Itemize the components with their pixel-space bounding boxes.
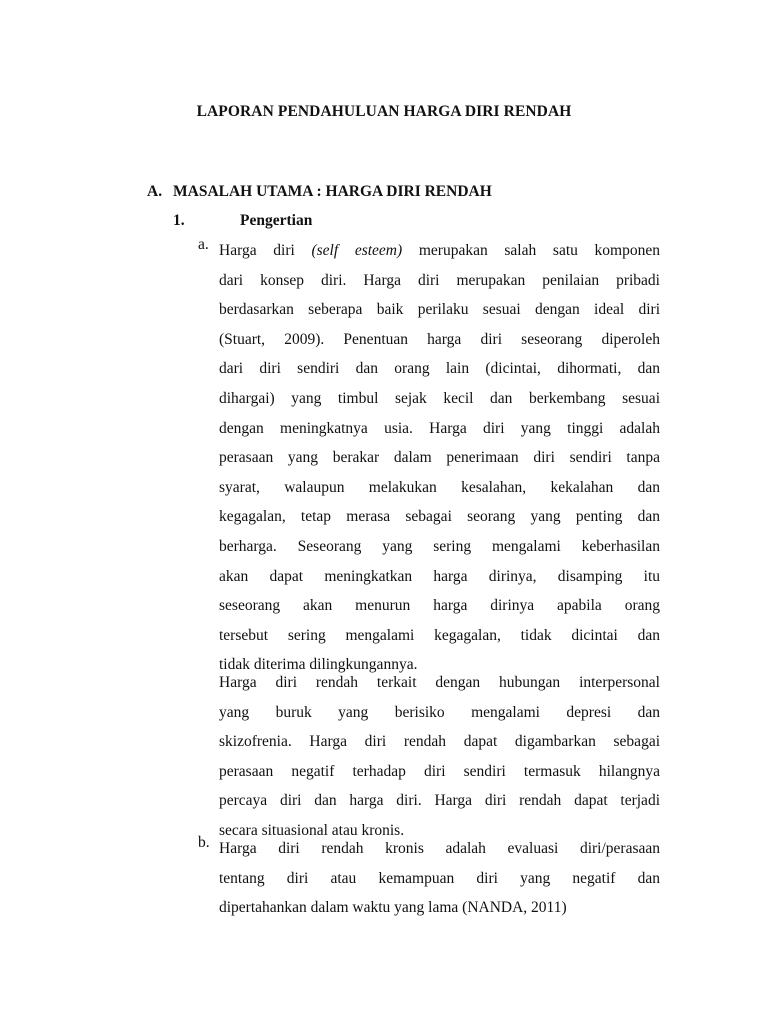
item-a-line: dihargai) yang timbul sejak kecil dan berkembang sesuai: [219, 389, 660, 407]
item-a-cont-line: perasaan negatif terhadap diri sendiri termasuk hilangnya: [219, 762, 660, 780]
item-a-paragraph: [219, 236, 660, 680]
item-a-line: seseorang akan menurun harga dirinya apabila orang: [219, 597, 660, 615]
item-b-marker: b.: [198, 834, 210, 851]
item-a-cont-line: secara situasional atau kronis.: [219, 821, 405, 839]
item-a-line: dari konsep diri. Harga diri merupakan penilaian pribadi: [219, 271, 660, 289]
item-b-line: tentang diri atau kemampuan diri yang negatif dan: [219, 869, 660, 887]
item-a-line: syarat, walaupun melakukan kesalahan, kekalahan dan: [219, 478, 660, 496]
section-title: MASALAH UTAMA : HARGA DIRI RENDAH: [173, 183, 492, 200]
item-a-cont-line: skizofrenia. Harga diri rendah dapat digambarkan sebagai: [219, 733, 660, 751]
item-a-line: berdasarkan seberapa baik perilaku sesuai dengan ideal diri: [219, 301, 660, 319]
item-a-cont-line: Harga diri rendah terkait dengan hubungan interpersonal: [219, 674, 660, 691]
item-a-line: akan dapat meningkatkan harga dirinya, disamping itu: [219, 567, 660, 585]
item-a-line: (Stuart, 2009). Penentuan harga diri seseorang diperoleh: [219, 330, 660, 348]
item-a-line: dari diri sendiri dan orang lain (dicintai, dihormati, dan: [219, 360, 660, 378]
item-a-line: berharga. Seseorang yang sering mengalami keberhasilan: [219, 537, 660, 555]
subsection-number: 1.: [173, 212, 185, 229]
item-a-first-italic: (self esteem): [311, 242, 403, 259]
item-a-first-pre: Harga diri: [219, 242, 312, 259]
item-a-line: [219, 236, 660, 266]
item-a-line: perasaan yang berakar dalam penerimaan diri sendiri tanpa: [219, 449, 660, 467]
item-a-line: tersebut sering mengalami kegagalan, tidak dicintai dan: [219, 626, 660, 644]
document-title: LAPORAN PENDAHULUAN HARGA DIRI RENDAH: [196, 103, 572, 120]
item-a-marker: a.: [198, 236, 209, 253]
section-letter: A.: [147, 183, 163, 200]
item-a-line: kegagalan, tetap merasa sebagai seorang yang penting dan: [219, 508, 660, 526]
item-a-cont-line: percaya diri dan harga diri. Harga diri rendah dapat terjadi: [219, 792, 660, 810]
item-a-continuation-paragraph: [219, 668, 660, 846]
item-a-cont-line: yang buruk yang berisiko mengalami depresi dan: [219, 703, 660, 721]
item-a-first-post: merupakan salah satu komponen: [402, 242, 660, 259]
item-a-line: dengan meningkatnya usia. Harga diri yang tinggi adalah: [219, 419, 660, 437]
item-b-line: Harga diri rendah kronis adalah evaluasi diri/perasaan: [219, 840, 660, 857]
subsection-title: Pengertian: [240, 212, 313, 229]
item-b-line: dipertahankan dalam waktu yang lama (NANDA, 2011): [219, 899, 567, 917]
item-b-paragraph: [219, 834, 660, 923]
item-a-line: tidak diterima dilingkungannya.: [219, 656, 418, 674]
